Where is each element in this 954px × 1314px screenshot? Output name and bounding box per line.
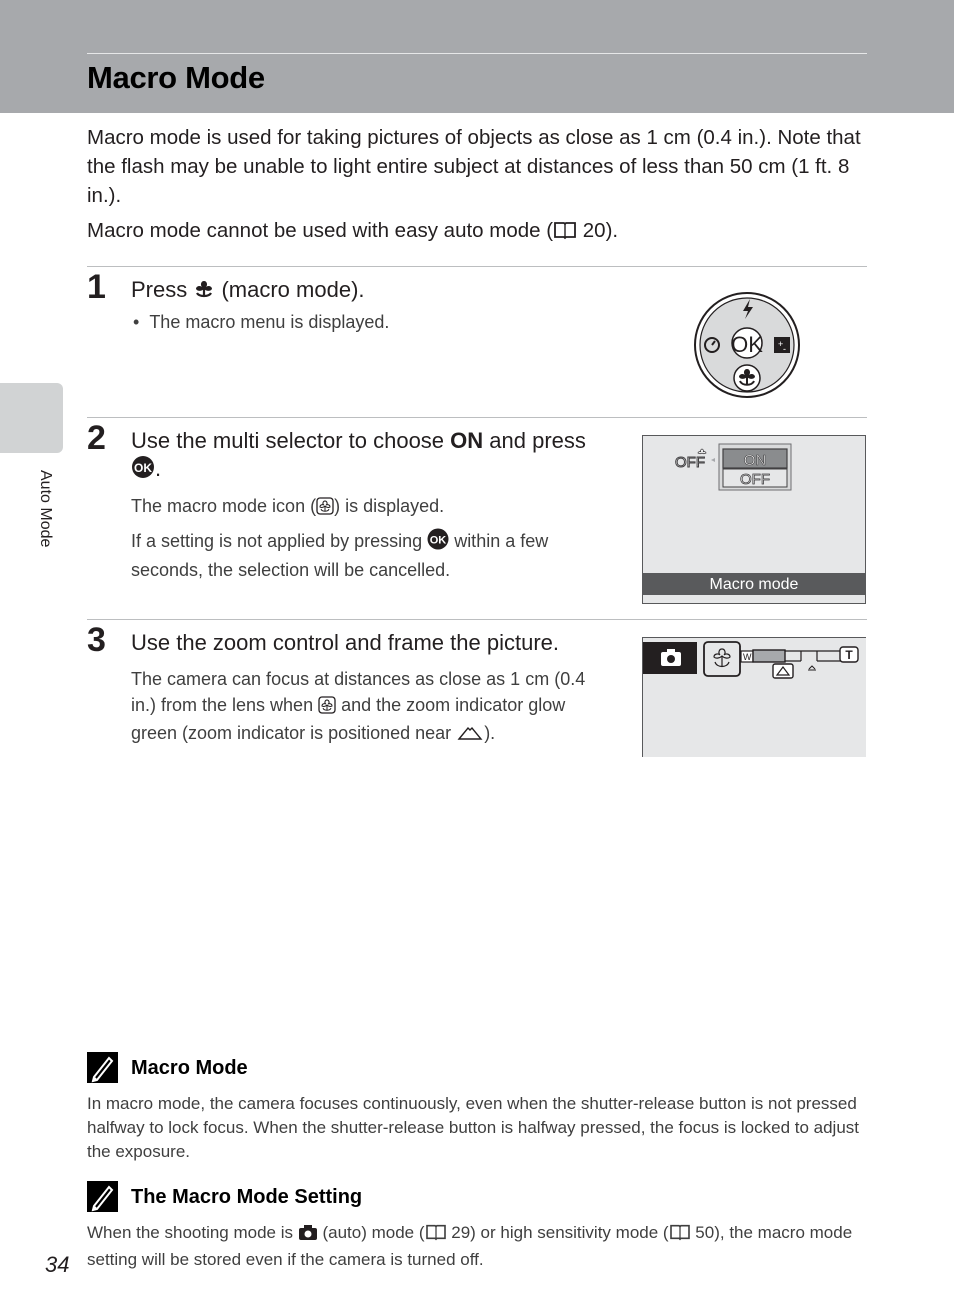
step-number: 3 — [87, 621, 106, 659]
camera-screen-zoom — [642, 637, 866, 757]
step-number: 2 — [87, 419, 106, 457]
step-text: The macro mode icon ( ) is displayed. — [131, 494, 601, 523]
step-number: 1 — [87, 268, 106, 306]
step-text: If a setting is not applied by pressing OK within a few seconds, the selection will be cancelled. — [131, 528, 601, 583]
camera-icon — [298, 1223, 318, 1248]
macro-flower-icon — [698, 449, 706, 454]
book-icon — [669, 1223, 691, 1248]
zoom-wide-label: W — [743, 652, 752, 662]
zoom-marker-icon — [808, 666, 816, 670]
step-title: Use the zoom control and frame the picture. — [131, 630, 559, 655]
svg-text:+: + — [778, 339, 784, 349]
divider — [87, 619, 867, 620]
step-bullet: • The macro menu is displayed. — [133, 312, 390, 332]
svg-text:OK: OK — [134, 461, 152, 475]
ok-button-icon — [131, 455, 155, 486]
dial-ok-label: OK — [731, 332, 763, 357]
note-text: In macro mode, the camera focuses continuously, even when the shutter-release button is not pressed halfway to lock focus. When the shutter-release button is halfway pressed, the focus is locked to adjust the exposure. — [87, 1094, 860, 1161]
note-pencil-icon — [87, 1181, 118, 1212]
step-title: Use the multi selector to choose ON and press OK . — [131, 427, 631, 486]
svg-text:OK: OK — [429, 534, 447, 547]
step-text: The camera can focus at distances as close as 1 cm (0.4 in.) from the lens when and the zoom indicator glow green (zoom indicator is positioned near ). — [131, 667, 601, 750]
zoom-tele-label: T — [845, 648, 853, 662]
zoom-bar-filled — [753, 650, 785, 662]
menu-off-label: OFF — [740, 471, 770, 488]
note-title: The Macro Mode Setting — [131, 1186, 363, 1208]
note-text: When the shooting mode is (auto) mode ( 29) or high sensitivity mode ( 50), the macro mode setting will be stored even if the camera is turned off. — [87, 1223, 853, 1269]
camera-screen-macro-menu — [642, 435, 866, 604]
intro-paragraph: Macro mode is used for taking pictures of objects as close as 1 cm (0.4 in.). Note that the flash may be unable to light entire subject at distances of less than 50 cm (1 ft. 8 in.). — [87, 126, 861, 207]
macro-flower-icon — [193, 278, 215, 307]
screen-off-indicator: OFF — [675, 454, 705, 471]
page-number: 34 — [45, 1252, 70, 1277]
note-pencil-icon — [87, 1052, 118, 1083]
page-title: Macro Mode — [87, 60, 265, 95]
mountain-icon — [456, 724, 484, 750]
side-chapter-label: Auto Mode — [37, 470, 54, 548]
note-title: Macro Mode — [131, 1057, 248, 1079]
step-title: Press (macro mode). — [131, 276, 365, 307]
macro-mode-icon — [316, 497, 334, 523]
book-icon — [425, 1223, 447, 1248]
macro-mode-icon — [318, 696, 336, 722]
divider — [87, 417, 867, 418]
intro-note: Macro mode cannot be used with easy auto mode ( 20). — [87, 216, 877, 248]
menu-on-label: ON — [743, 452, 767, 469]
svg-text:-: - — [783, 344, 786, 354]
exposure-icon — [774, 337, 790, 354]
ok-button-icon — [427, 528, 449, 558]
side-tab — [0, 383, 63, 453]
page-header — [0, 0, 954, 113]
multi-selector-dial — [693, 291, 801, 404]
book-icon — [553, 219, 577, 248]
screen-caption: Macro mode — [643, 573, 865, 595]
divider — [87, 266, 867, 267]
header-rule — [87, 53, 867, 54]
